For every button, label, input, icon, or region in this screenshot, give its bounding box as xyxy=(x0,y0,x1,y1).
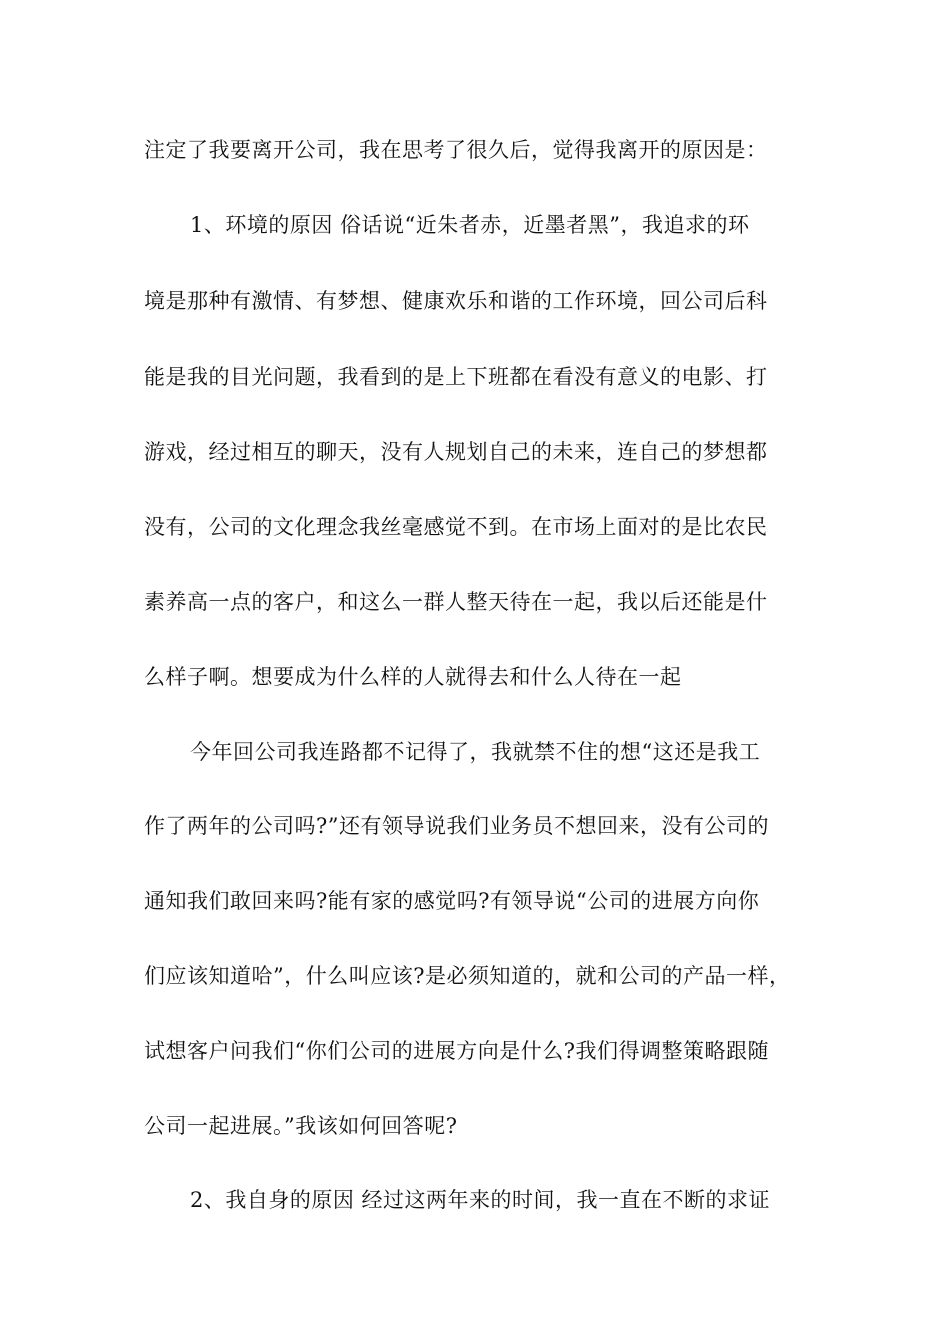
text-line-5: 游戏，经过相互的聊天，没有人规划自己的未来，连自己的梦想都 xyxy=(144,440,768,464)
text-line-13: 试想客户问我们“你们公司的进展方向是什么?我们得调整策略跟随 xyxy=(144,1039,769,1063)
text-line-1: 注定了我要离开公司，我在思考了很久后，觉得我离开的原因是： xyxy=(144,138,768,162)
text-line-3: 境是那种有激情、有梦想、健康欢乐和谐的工作环境，回公司后科 xyxy=(144,289,768,313)
text-line-6: 没有，公司的文化理念我丝毫感觉不到。在市场上面对的是比农民 xyxy=(144,515,768,539)
text-line-4: 能是我的目光问题，我看到的是上下班都在看没有意义的电影、打 xyxy=(144,365,768,389)
text-line-14: 公司一起进展。”我该如何回答呢? xyxy=(144,1114,458,1138)
text-line-10: 作了两年的公司吗?”还有领导说我们业务员不想回来，没有公司的 xyxy=(144,814,769,838)
text-line-7: 素养高一点的客户，和这么一群人整天待在一起，我以后还能是什 xyxy=(144,590,768,614)
text-line-9: 今年回公司我连路都不记得了，我就禁不住的想“这还是我工 xyxy=(190,740,761,764)
text-line-12: 们应该知道哈”，什么叫应该?是必须知道的，就和公司的产品一样， xyxy=(144,964,791,988)
text-line-11: 通知我们敢回来吗?能有家的感觉吗?有领导说“公司的进展方向你 xyxy=(144,889,760,913)
text-line-2: 1、环境的原因 俗话说“近朱者赤，近墨者黑”，我追求的环 xyxy=(190,213,750,237)
text-line-8: 么样子啊。想要成为什么样的人就得去和什么人待在一起 xyxy=(144,665,682,689)
text-line-15: 2、我自身的原因 经过这两年来的时间，我一直在不断的求证 xyxy=(190,1188,771,1212)
